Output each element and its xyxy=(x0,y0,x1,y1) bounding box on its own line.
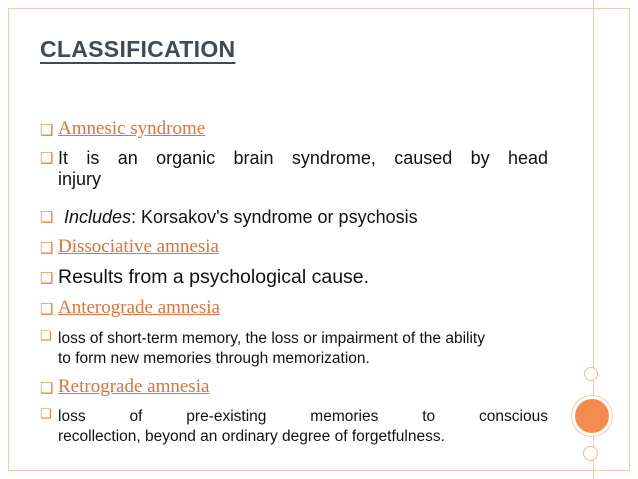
heading-anterograde-amnesia: Anterograde amnesia xyxy=(58,297,220,318)
bullet-icon: ❑ xyxy=(40,208,54,226)
text-line: loss of short-term memory, the loss or impairment of the ability xyxy=(58,330,485,347)
heading-amnesic-syndrome: Amnesic syndrome xyxy=(58,118,206,139)
decorative-circle-orange xyxy=(572,396,612,436)
bullet-icon: ❑ xyxy=(40,269,54,287)
heading-dissociative-amnesia: Dissociative amnesia xyxy=(58,236,219,257)
text-line: injury xyxy=(58,169,102,189)
bullet-icon: ❑ xyxy=(40,149,54,167)
slide-title: CLASSIFICATION xyxy=(40,36,236,62)
includes-label: Includes xyxy=(64,207,132,227)
list-item-text xyxy=(58,329,548,369)
decorative-circle-small-top xyxy=(584,367,598,381)
list-item-text xyxy=(58,148,548,190)
bullet-icon: ❑ xyxy=(40,329,52,344)
text-line: recollection, beyond an ordinary degree of forgetfulness. xyxy=(58,428,445,445)
bullet-icon: ❑ xyxy=(40,239,54,257)
text-line: It is an organic brain syndrome, caused by head xyxy=(58,148,548,168)
decorative-circle-small-bottom xyxy=(583,446,598,461)
text-line: to form new memories through memorization. xyxy=(58,350,370,367)
heading-retrograde-amnesia: Retrograde amnesia xyxy=(58,376,210,397)
bullet-icon: ❑ xyxy=(40,379,54,397)
bullet-icon: ❑ xyxy=(40,121,54,139)
text-line: loss of pre-existing memories to conscious xyxy=(58,408,548,425)
list-item-text: Results from a psychological cause. xyxy=(58,266,370,288)
bullet-icon: ❑ xyxy=(40,407,52,422)
includes-text: : Korsakov's syndrome or psychosis xyxy=(131,207,418,227)
list-item-text xyxy=(58,407,548,447)
list-item-text xyxy=(64,207,554,228)
bullet-icon: ❑ xyxy=(40,300,54,318)
